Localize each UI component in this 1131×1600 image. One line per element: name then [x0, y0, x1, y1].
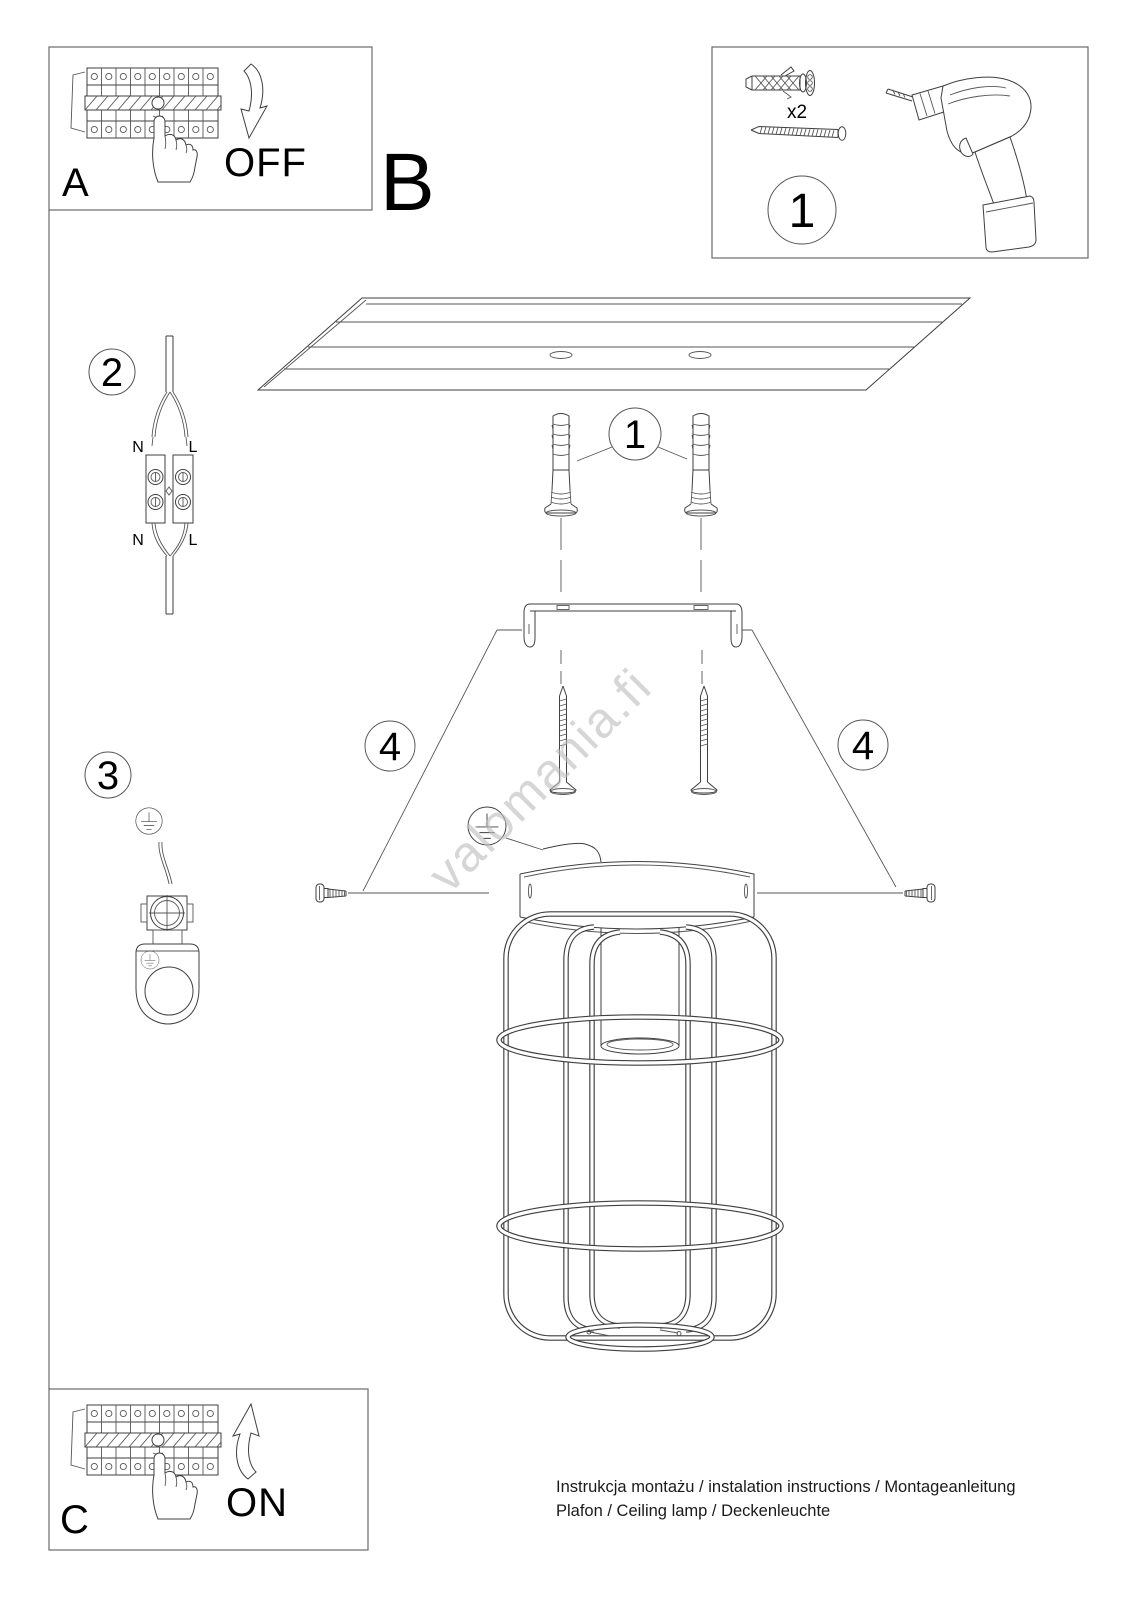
wire-connection-diagram	[89, 336, 198, 614]
callout-number-screw-right: 4	[851, 724, 875, 768]
power-off-label: OFF	[224, 141, 307, 185]
anchors-exploded	[545, 408, 718, 516]
footer	[556, 1478, 1016, 1520]
wall-plug-left	[545, 414, 578, 517]
power-on-label: ON	[226, 1481, 288, 1525]
wire-label-n-bottom: N	[132, 532, 144, 549]
wire-label-l-bottom: L	[188, 532, 198, 549]
drill-icon	[886, 77, 1036, 252]
footer-line2: Plafon / Ceiling lamp / Deckenleuchte	[556, 1502, 831, 1520]
callout-number-wiring: 2	[100, 351, 124, 395]
step-b-label: B	[380, 137, 435, 228]
ground-terminal-clamp	[141, 895, 193, 944]
breaker-panel-illustration	[71, 68, 221, 138]
step-a-panel-off	[49, 47, 372, 210]
step-c-panel-on	[49, 1389, 368, 1550]
long-screw-right	[691, 686, 717, 795]
watermark: valomania.fi	[417, 657, 663, 903]
alignment-dashes	[561, 518, 702, 684]
terminal-block	[146, 455, 193, 523]
wall-plug-icon	[746, 67, 815, 99]
lamp-socket-tube	[601, 928, 679, 1054]
ceiling-panel	[258, 298, 970, 390]
pointing-hand-icon	[153, 116, 198, 182]
callout-number-screw-left: 4	[378, 725, 402, 769]
callout-number-anchors: 1	[623, 413, 647, 457]
wire-label-n-top: N	[132, 439, 144, 456]
ground-symbol-icon	[136, 808, 162, 834]
step-c-label: C	[60, 1498, 89, 1542]
side-screw-right-icon	[905, 884, 935, 902]
pointing-hand-icon	[153, 1453, 198, 1519]
side-screw-left-icon	[316, 884, 346, 902]
lamp-cage	[499, 914, 781, 1349]
breaker-panel-illustration	[71, 1405, 221, 1475]
mounting-bracket-part	[136, 944, 199, 1024]
callout-number-tools: 1	[788, 185, 816, 238]
anchor-quantity-label: x2	[786, 102, 808, 123]
screw-icon	[751, 127, 846, 141]
wire-label-l-top: L	[188, 439, 198, 456]
arrow-up-icon	[233, 1404, 259, 1479]
arrow-down-icon	[241, 64, 267, 138]
step-a-label: A	[62, 161, 89, 205]
tools-box	[712, 47, 1088, 258]
wall-plug-right	[685, 414, 718, 517]
callout-number-ground: 3	[96, 754, 120, 798]
mounting-strap	[524, 604, 742, 647]
lamp-canopy	[520, 862, 754, 934]
footer-line1: Instrukcja montażu / instalation instructions / Montageanleitung	[556, 1478, 1016, 1496]
ground-connection-diagram	[85, 752, 199, 1024]
